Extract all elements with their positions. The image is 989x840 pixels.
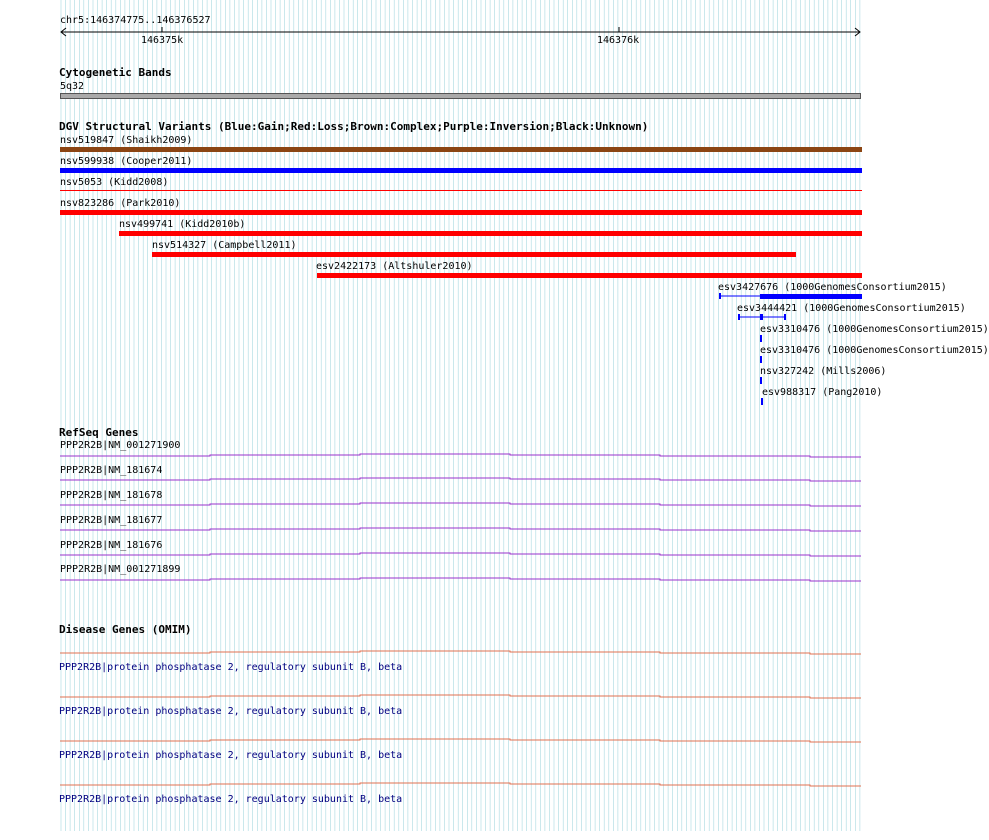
refseq-gene-models[interactable] xyxy=(0,440,890,600)
gene-model-line xyxy=(60,454,861,457)
variant-bar[interactable] xyxy=(760,377,762,384)
gene-model-line xyxy=(60,478,861,481)
variant-bar[interactable] xyxy=(760,356,762,363)
variant-label[interactable]: nsv599938 (Cooper2011) xyxy=(60,156,193,167)
variant-bar[interactable] xyxy=(60,190,862,191)
variant-label[interactable]: nsv519847 (Shaikh2009) xyxy=(60,135,193,146)
variant-bar[interactable] xyxy=(60,147,862,152)
variant-bar[interactable] xyxy=(152,252,796,257)
variant-label[interactable]: esv3310476 (1000GenomesConsortium2015) xyxy=(760,324,989,335)
variant-bar[interactable] xyxy=(761,398,763,405)
variant-label[interactable]: nsv514327 (Campbell2011) xyxy=(152,240,297,251)
variant-label[interactable]: esv3444421 (1000GenomesConsortium2015) xyxy=(737,303,966,314)
variant-label[interactable]: esv988317 (Pang2010) xyxy=(762,387,883,398)
gene-model-line xyxy=(60,651,861,654)
gene-label[interactable]: PPP2R2B|NM_001271899 xyxy=(60,564,181,575)
variant-glyph[interactable] xyxy=(716,292,886,300)
variant-glyph[interactable] xyxy=(736,313,796,321)
gene-model-line xyxy=(60,503,861,506)
ruler-axis xyxy=(0,24,890,44)
disease-gene-label[interactable]: PPP2R2B|protein phosphatase 2, regulatory subunit B, beta xyxy=(59,662,403,673)
gene-model-line xyxy=(60,695,861,698)
variant-label[interactable]: esv2422173 (Altshuler2010) xyxy=(316,261,473,272)
ruler-tick-label: 146376k xyxy=(597,35,640,46)
cytoband-bar[interactable] xyxy=(60,93,861,99)
gene-label[interactable]: PPP2R2B|NM_181674 xyxy=(60,465,163,476)
variant-label[interactable]: nsv5053 (Kidd2008) xyxy=(60,177,169,188)
cytoband-label: 5q32 xyxy=(60,81,85,92)
disease-gene-label[interactable]: PPP2R2B|protein phosphatase 2, regulatory subunit B, beta xyxy=(59,706,403,717)
variant-label[interactable]: esv3427676 (1000GenomesConsortium2015) xyxy=(718,282,947,293)
disease-gene-label[interactable]: PPP2R2B|protein phosphatase 2, regulatory subunit B, beta xyxy=(59,794,403,805)
gene-model-line xyxy=(60,578,861,581)
gene-model-line xyxy=(60,739,861,742)
location-label: chr5:146374775..146376527 xyxy=(60,15,211,26)
gene-label[interactable]: PPP2R2B|NM_181678 xyxy=(60,490,163,501)
variant-bar[interactable] xyxy=(317,273,862,278)
variant-label[interactable]: nsv823286 (Park2010) xyxy=(60,198,181,209)
gene-label[interactable]: PPP2R2B|NM_001271900 xyxy=(60,440,181,451)
gene-model-line xyxy=(60,528,861,531)
variant-bar[interactable] xyxy=(760,335,762,342)
disease-gene-models[interactable] xyxy=(0,640,890,840)
ruler-tick-label: 146375k xyxy=(141,35,184,46)
variant-bar[interactable] xyxy=(60,210,862,215)
gene-label[interactable]: PPP2R2B|NM_181677 xyxy=(60,515,163,526)
variant-label[interactable]: esv3310476 (1000GenomesConsortium2015) xyxy=(760,345,989,356)
disease-track-title: Disease Genes (OMIM) xyxy=(59,623,192,636)
refseq-track-title: RefSeq Genes xyxy=(59,426,139,439)
variant-bar[interactable] xyxy=(119,231,862,236)
gene-label[interactable]: PPP2R2B|NM_181676 xyxy=(60,540,163,551)
variant-label[interactable]: nsv499741 (Kidd2010b) xyxy=(119,219,246,230)
disease-gene-label[interactable]: PPP2R2B|protein phosphatase 2, regulatory subunit B, beta xyxy=(59,750,403,761)
cytoband-track-title: Cytogenetic Bands xyxy=(59,66,172,79)
dgv-track-title: DGV Structural Variants (Blue:Gain;Red:Loss;Brown:Complex;Purple:Inversion;Black:Unknown) xyxy=(59,120,649,133)
variant-bar[interactable] xyxy=(60,168,862,173)
variant-label[interactable]: nsv327242 (Mills2006) xyxy=(760,366,887,377)
gene-model-line xyxy=(60,783,861,786)
gene-model-line xyxy=(60,553,861,556)
